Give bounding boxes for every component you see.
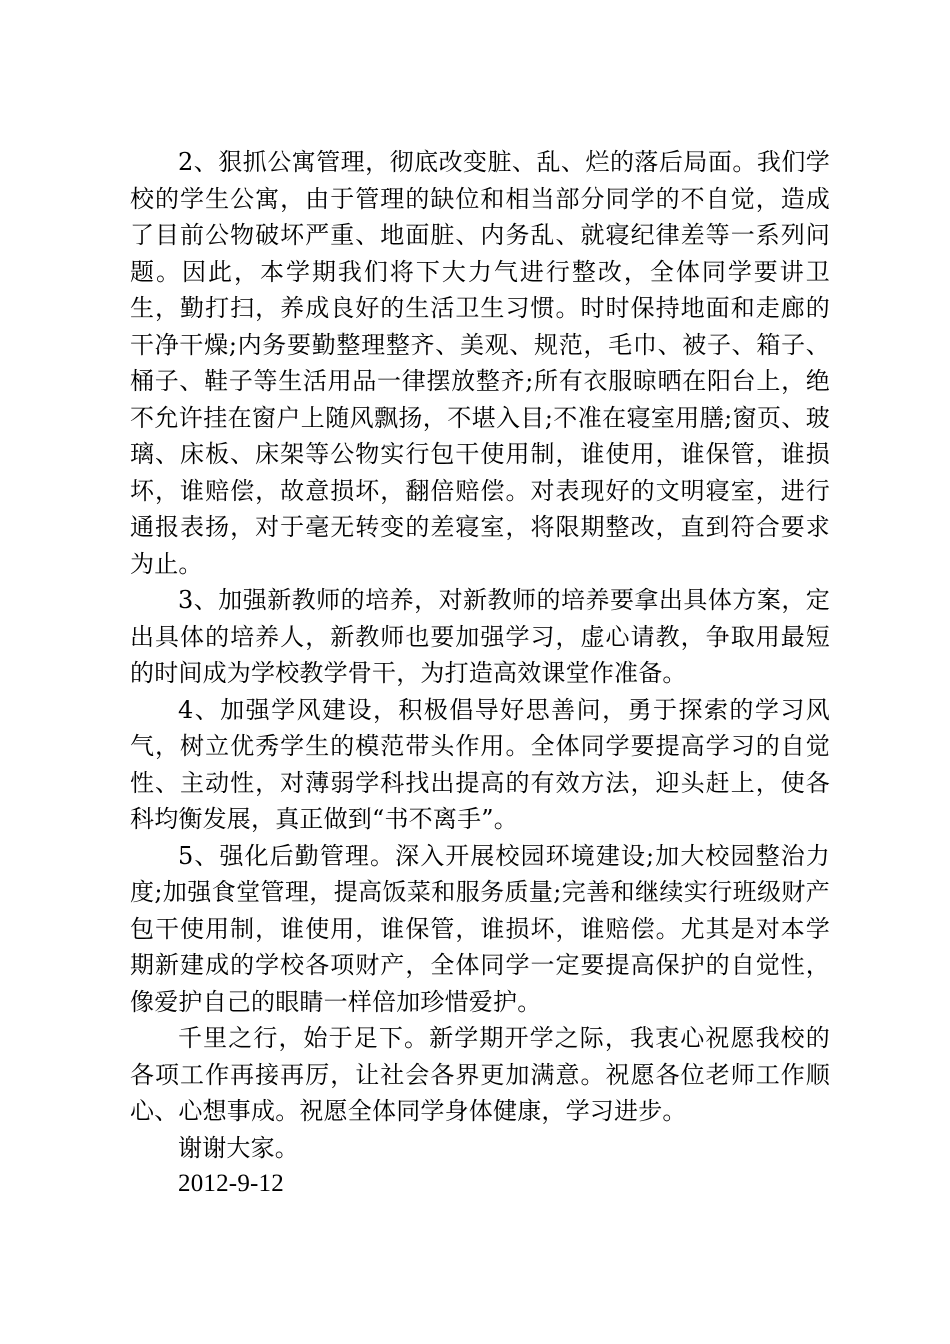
paragraph-logistics: 5、强化后勤管理。深入开展校园环境建设;加大校园整治力度;加强食堂管理，提高饭菜和服务质量;完善和继续实行班级财产包干使用制，谁使用，谁保管，谁损坏，谁赔偿。尤其是对本学期新建成的学校各项财产，全体同学一定要提高保护的自觉性，像爱护自己的眼睛一样倍加珍惜爱护。 bbox=[130, 841, 830, 1016]
paragraph-study-style: 4、加强学风建设，积极倡导好思善问，勇于探索的学习风气，树立优秀学生的模范带头作用。全体同学要提高学习的自觉性、主动性，对薄弱学科找出提高的有效方法，迎头赶上，使各科均衡发展，真正做到“书不离手”。 bbox=[130, 695, 830, 833]
paragraph-new-teachers: 3、加强新教师的培养，对新教师的培养要拿出具体方案，定出具体的培养人，新教师也要加强学习，虚心请教，争取用最短的时间成为学校教学骨干，为打造高效课堂作准备。 bbox=[130, 586, 830, 687]
closing-thanks: 谢谢大家。 bbox=[178, 1133, 299, 1162]
document-body bbox=[130, 144, 830, 1203]
document-date: 2012-9-12 bbox=[178, 1170, 284, 1197]
paragraph-wishes: 千里之行，始于足下。新学期开学之际，我衷心祝愿我校的各项工作再接再厉，让社会各界更加满意。祝愿各位老师工作顺心、心想事成。祝愿全体同学身体健康，学习进步。 bbox=[130, 1024, 830, 1125]
paragraph-apartment-management: 2、狠抓公寓管理，彻底改变脏、乱、烂的落后局面。我们学校的学生公寓，由于管理的缺位和相当部分同学的不自觉，造成了目前公物破坏严重、地面脏、内务乱、就寝纪律差等一系列问题。因此，本学期我们将下大力气进行整改，全体同学要讲卫生，勤打扫，养成良好的生活卫生习惯。时时保持地面和走廊的干净干燥;内务要勤整理整齐、美观、规范，毛巾、被子、箱子、桶子、鞋子等生活用品一律摆放整齐;所有衣服晾晒在阳台上，绝不允许挂在窗户上随风飘扬，不堪入目;不准在寝室用膳;窗页、玻璃、床板、床架等公物实行包干使用制，谁使用，谁保管，谁损坏，谁赔偿，故意损坏，翻倍赔偿。对表现好的文明寝室，进行通报表扬，对于毫无转变的差寝室，将限期整改，直到符合要求为止。 bbox=[130, 148, 830, 578]
